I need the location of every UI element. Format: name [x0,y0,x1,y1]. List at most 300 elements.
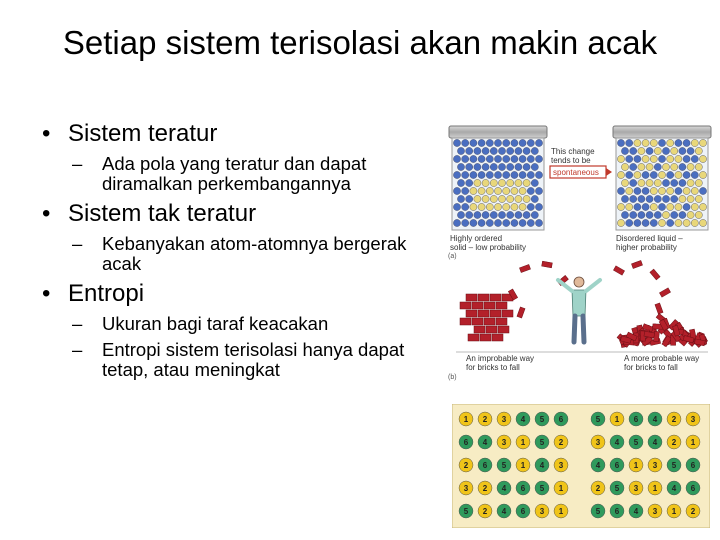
dash-icon: – [72,153,83,174]
molecule-ball [511,155,518,162]
brick [478,294,489,301]
ordered-jar [449,126,547,230]
molecule-ball [658,155,665,162]
die-number: 6 [482,461,488,470]
molecule-ball [691,187,698,194]
die-number: 3 [595,438,601,447]
molecule-ball [494,155,501,162]
molecule-ball [453,219,460,226]
molecule-ball [621,195,628,202]
molecule-ball [535,139,542,146]
molecule-ball [519,171,526,178]
molecule-ball [507,211,514,218]
die-number: 4 [652,415,658,424]
molecule-ball [490,163,497,170]
dash-icon: – [72,313,83,334]
molecule-ball [527,139,534,146]
molecule-ball [527,155,534,162]
molecule-ball [675,203,682,210]
molecule-ball [498,211,505,218]
molecule-ball [486,203,493,210]
molecule-ball [494,187,501,194]
molecule-ball [646,211,653,218]
molecule-ball [634,187,641,194]
molecule-ball [683,187,690,194]
molecule-ball [675,139,682,146]
molecule-ball [462,139,469,146]
molecule-ball [474,163,481,170]
molecule-ball [671,147,678,154]
molecule-ball [527,187,534,194]
molecule-ball [474,211,481,218]
molecule-ball [466,163,473,170]
molecule-ball [519,187,526,194]
molecule-ball [662,163,669,170]
molecule-ball [519,155,526,162]
arrow-text-2: tends to be [551,156,591,165]
molecule-ball [642,187,649,194]
molecule-ball [638,179,645,186]
molecule-ball [638,195,645,202]
molecule-ball [621,147,628,154]
molecule-ball [630,195,637,202]
molecule-ball [486,187,493,194]
molecule-ball [478,155,485,162]
molecule-ball [457,195,464,202]
dash-icon: – [72,233,83,254]
molecule-ball [699,219,706,226]
brick [613,266,624,275]
molecule-ball [642,219,649,226]
die-number: 5 [463,507,469,516]
molecule-ball [658,139,665,146]
molecule-ball [527,203,534,210]
ordered-caption-1: Highly ordered [450,234,503,243]
molecule-ball [531,147,538,154]
molecule-ball [634,219,641,226]
molecule-ball [667,139,674,146]
die-number: 4 [482,438,488,447]
die-number: 6 [633,415,639,424]
molecule-ball [507,147,514,154]
brick [466,294,477,301]
molecule-ball [691,139,698,146]
molecule-ball [498,195,505,202]
molecule-ball [654,163,661,170]
molecule-ball [507,195,514,202]
molecule-ball [490,147,497,154]
die-number: 5 [614,484,620,493]
die-number: 3 [558,461,564,470]
molecule-ball [691,171,698,178]
sub-bullet-text: Kebanyakan atom-atomnya bergerak acak [102,233,407,274]
die-number: 1 [633,461,639,470]
bullet-list [42,120,422,386]
molecule-ball [687,211,694,218]
molecule-ball [617,139,624,146]
die-number: 5 [539,484,545,493]
die-number: 2 [482,484,488,493]
die-number: 2 [558,438,564,447]
molecule-ball [658,171,665,178]
bullet-dot-icon: • [42,120,51,147]
molecule-ball [650,219,657,226]
molecule-ball [671,163,678,170]
molecule-ball [650,203,657,210]
molecule-ball [630,211,637,218]
molecule-ball [535,203,542,210]
molecule-ball [642,139,649,146]
sub-bullet-item [42,154,422,194]
molecule-ball [462,203,469,210]
molecule-ball [503,203,510,210]
molecule-ball [470,155,477,162]
molecule-ball [494,171,501,178]
molecule-ball [515,163,522,170]
molecule-ball [646,163,653,170]
die-number: 1 [652,484,658,493]
panel-label-b: (b) [448,374,457,381]
molecule-ball [457,147,464,154]
brick [502,310,513,317]
die-number: 3 [633,484,639,493]
die-number: 1 [671,507,677,516]
die-number: 5 [501,461,507,470]
die-number: 6 [614,461,620,470]
die-number: 6 [558,415,564,424]
molecule-ball [515,211,522,218]
molecule-ball [638,163,645,170]
molecule-ball [699,203,706,210]
molecule-ball [523,147,530,154]
molecule-ball [691,219,698,226]
molecule-ball [617,203,624,210]
die-number: 6 [614,507,620,516]
molecule-ball [687,179,694,186]
molecule-ball [470,219,477,226]
molecule-ball [691,203,698,210]
molecule-ball [675,219,682,226]
brick [650,269,660,280]
die-number: 3 [652,461,658,470]
molecule-ball [535,219,542,226]
bullet-text: Sistem tak teratur [68,200,257,227]
molecule-ball [507,179,514,186]
molecule-ball [621,163,628,170]
molecule-ball [650,139,657,146]
molecule-ball [498,163,505,170]
brick-wall [460,294,513,341]
molecule-ball [695,211,702,218]
molecule-ball [486,219,493,226]
die-number: 2 [671,438,677,447]
molecule-ball [523,211,530,218]
slide-title: Setiap sistem terisolasi akan makin acak [62,24,658,61]
die-number: 6 [690,461,696,470]
molecule-ball [470,187,477,194]
bullet-item [42,120,422,148]
sub-bullet-item [42,234,422,274]
molecule-ball [634,139,641,146]
molecule-ball [654,179,661,186]
molecule-ball [630,147,637,154]
die-number: 1 [463,415,469,424]
die-number: 4 [671,484,677,493]
brick [542,261,553,268]
brick [490,310,501,317]
molecule-ball [523,163,530,170]
bullet-item [42,280,422,308]
brick [472,318,483,325]
molecule-ball [626,139,633,146]
disordered-caption-1: Disordered liquid – [616,234,683,243]
molecule-ball [671,211,678,218]
molecule-ball [457,179,464,186]
molecule-ball [453,171,460,178]
molecule-ball [527,219,534,226]
die-number: 2 [671,415,677,424]
molecule-ball [523,179,530,186]
molecule-ball [519,219,526,226]
molecule-ball [527,171,534,178]
molecule-ball [630,179,637,186]
die-number: 5 [595,507,601,516]
molecule-ball [662,195,669,202]
brick [496,302,507,309]
molecule-ball [626,171,633,178]
molecule-ball [503,219,510,226]
molecule-ball [626,155,633,162]
brick [659,288,670,297]
molecule-ball [671,179,678,186]
molecule-ball [617,171,624,178]
molecule-ball [482,195,489,202]
die-number: 1 [520,461,526,470]
molecule-ball [675,187,682,194]
brick [474,326,485,333]
molecule-ball [462,171,469,178]
brick [492,334,503,341]
molecule-ball [515,195,522,202]
molecule-ball [490,211,497,218]
die-number: 1 [520,438,526,447]
molecule-ball [478,203,485,210]
molecule-ball [511,203,518,210]
molecule-ball [667,155,674,162]
brick [484,318,495,325]
die-number: 1 [558,484,564,493]
molecule-ball [646,147,653,154]
dash-icon: – [72,339,83,360]
die-number: 5 [595,415,601,424]
molecule-ball [515,179,522,186]
molecule-ball [630,163,637,170]
molecule-ball [478,139,485,146]
die-number: 3 [501,415,507,424]
molecule-ball [453,139,460,146]
molecule-ball [695,163,702,170]
molecule-ball [478,171,485,178]
molecule-ball [667,203,674,210]
molecule-ball [650,171,657,178]
molecule-ball [531,163,538,170]
molecule-ball [683,139,690,146]
brick [655,303,663,314]
molecule-ball [699,139,706,146]
molecule-ball [683,171,690,178]
die-number: 3 [539,507,545,516]
molecule-ball [695,147,702,154]
brick [468,334,479,341]
sub-bullet-text: Entropi sistem terisolasi hanya dapat tetap, atau meningkat [102,339,405,380]
molecule-ball [634,155,641,162]
molecule-ball [650,187,657,194]
molecule-ball [662,179,669,186]
molecule-ball [617,187,624,194]
molecule-ball [462,187,469,194]
molecule-ball [531,211,538,218]
brick [486,326,497,333]
molecule-ball [503,155,510,162]
arrow-text-box: spontaneous [553,168,599,177]
molecule-ball [478,187,485,194]
molecule-ball [662,211,669,218]
molecule-ball [519,139,526,146]
molecule-ball [494,219,501,226]
molecule-ball [626,219,633,226]
molecule-ball [466,179,473,186]
die-number: 3 [690,415,696,424]
molecule-ball [482,179,489,186]
molecule-ball [511,171,518,178]
molecule-ball [638,147,645,154]
molecule-ball [466,195,473,202]
molecule-ball [462,219,469,226]
die-number: 4 [595,461,601,470]
sub-bullet-item [42,340,422,380]
molecule-ball [675,155,682,162]
molecule-ball [498,179,505,186]
molecule-ball [507,163,514,170]
die-number: 5 [633,438,639,447]
disordered-jar [613,126,711,230]
molecule-ball [482,163,489,170]
molecule-ball [498,147,505,154]
die-number: 2 [595,484,601,493]
molecule-ball [486,155,493,162]
molecule-ball [671,195,678,202]
molecule-ball [511,219,518,226]
brick [460,318,471,325]
molecule-ball [634,171,641,178]
molecule-ball [474,195,481,202]
molecule-ball [531,179,538,186]
brick [631,260,642,268]
molecule-ball [679,163,686,170]
molecule-ball [486,171,493,178]
molecule-ball [662,147,669,154]
die-number: 3 [652,507,658,516]
molecule-ball [683,219,690,226]
molecule-ball [621,211,628,218]
molecule-ball [646,179,653,186]
molecule-ball [535,155,542,162]
molecule-ball [453,203,460,210]
brick-pile [617,313,707,347]
person-icon [558,277,600,342]
molecule-ball [503,187,510,194]
molecule-ball [511,187,518,194]
figure-dice [452,404,710,528]
die-number: 1 [690,438,696,447]
molecule-ball [650,155,657,162]
molecule-ball [474,179,481,186]
molecule-ball [667,187,674,194]
die-number: 1 [614,415,620,424]
molecule-ball [642,203,649,210]
molecule-ball [515,147,522,154]
figure-bricks [446,258,712,386]
bullet-text: Sistem teratur [68,120,218,147]
molecule-ball [658,203,665,210]
bullet-dot-icon: • [42,200,51,227]
die-number: 4 [501,507,507,516]
molecule-ball [679,179,686,186]
die-number: 6 [690,484,696,493]
molecule-ball [474,147,481,154]
die-number: 3 [501,438,507,447]
die-number: 2 [482,415,488,424]
probable-caption-2: for bricks to fall [624,363,678,372]
arrow-text-1: This change [551,147,595,156]
molecule-ball [675,171,682,178]
die-number: 4 [614,438,620,447]
brick [490,294,501,301]
molecule-ball [634,203,641,210]
brick [478,310,489,317]
molecule-ball [687,163,694,170]
molecule-ball [679,195,686,202]
molecule-ball [679,147,686,154]
sub-bullet-text: Ukuran bagi taraf keacakan [102,313,329,334]
molecule-ball [695,195,702,202]
molecule-ball [658,219,665,226]
die-number: 6 [520,484,526,493]
molecule-ball [457,211,464,218]
molecule-ball [667,219,674,226]
die-number: 2 [463,461,469,470]
molecule-ball [654,195,661,202]
die-number: 6 [463,438,469,447]
molecule-ball [490,179,497,186]
molecule-ball [646,195,653,202]
figure-jars [440,120,712,260]
molecule-ball [699,171,706,178]
molecule-ball [470,171,477,178]
improbable-caption-1: An improbable way [466,354,535,363]
molecule-ball [667,171,674,178]
ordered-caption-2: solid – low probability [450,243,527,252]
molecule-ball [490,195,497,202]
molecule-ball [503,139,510,146]
bullet-item [42,200,422,228]
brick [517,307,525,318]
brick [472,302,483,309]
probable-caption-1: A more probable way [624,354,700,363]
brick [480,334,491,341]
die-number: 5 [539,438,545,447]
molecule-ball [511,139,518,146]
